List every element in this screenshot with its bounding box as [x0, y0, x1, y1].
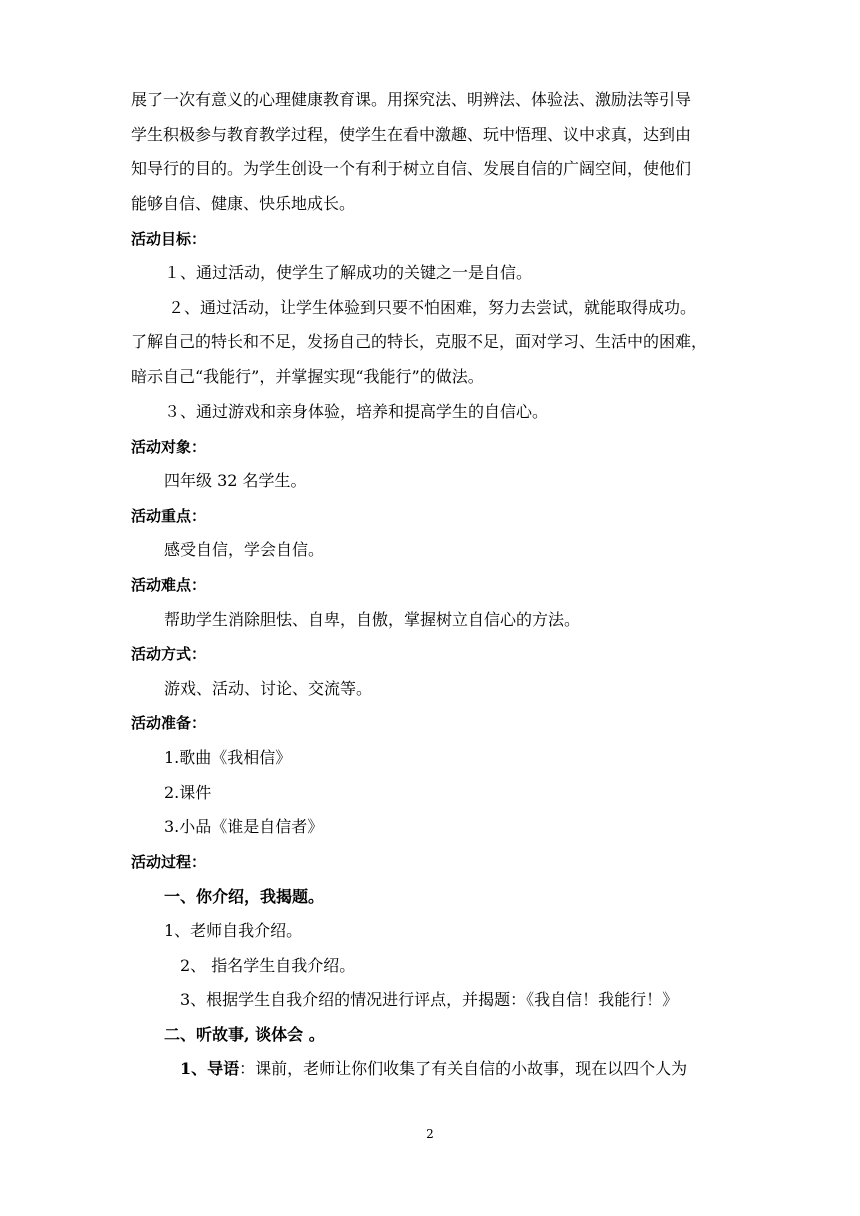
process-part-2-item-1-label: 1、导语: [180, 1059, 240, 1078]
process-part-1-item-2: 2、 指名学生自我介绍。: [180, 956, 356, 975]
process-part-2-item-1: [180, 1058, 687, 1080]
prep-item-1: 1.歌曲《我相信》: [164, 748, 292, 767]
goal-item-2-line-3: 暗示自己“我能行”，并掌握实现“我能行”的做法。: [131, 367, 484, 386]
target-heading: 活动对象：: [131, 438, 207, 456]
target-text: 四年级 32 名学生。: [164, 471, 307, 490]
method-heading: 活动方式：: [131, 645, 207, 663]
process-heading: 活动过程：: [131, 853, 207, 871]
process-part-2-title: 二、听故事, 谈体会 。: [164, 1025, 325, 1044]
intro-line-3: 知导行的目的。为学生创设一个有利于树立自信、发展自信的广阔空间，使他们: [131, 159, 692, 178]
page-number: 2: [426, 1127, 434, 1141]
goal-item-1: １、通过活动，使学生了解成功的关键之一是自信。: [164, 263, 533, 282]
goal-item-2-line-1: ２、通过活动，让学生体验到只要不怕困难，努力去尝试，就能取得成功。: [168, 298, 697, 317]
intro-line-1: 展了一次有意义的心理健康教育课。用探究法、明辨法、体验法、激励法等引导: [131, 90, 692, 109]
focus-heading: 活动重点：: [131, 507, 207, 525]
prep-item-2: 2.课件: [164, 783, 212, 802]
intro-line-2: 学生积极参与教育教学过程，使学生在看中激趣、玩中悟理、议中求真，达到由: [131, 125, 692, 144]
difficulty-text: 帮助学生消除胆怯、自卑，自傲，掌握树立自信心的方法。: [164, 610, 581, 629]
goals-heading: 活动目标：: [131, 230, 207, 248]
goal-item-2-line-2: 了解自己的特长和不足，发扬自己的特长，克服不足，面对学习、生活中的困难，: [131, 332, 708, 351]
goal-item-3: ３、通过游戏和亲身体验，培养和提高学生的自信心。: [164, 402, 549, 421]
prep-heading: 活动准备：: [131, 714, 207, 732]
process-part-1-item-3: 3、根据学生自我介绍的情况进行评点，并揭题：《我自信！我能行！》: [180, 990, 679, 1009]
process-part-1-title: 一、你介绍，我揭题。: [164, 887, 325, 906]
intro-line-4: 能够自信、健康、快乐地成长。: [131, 194, 356, 213]
method-text: 游戏、活动、讨论、交流等。: [164, 679, 373, 698]
process-part-2-item-1-text: ：课前，老师让你们收集了有关自信的小故事，现在以四个人为: [239, 1059, 688, 1078]
process-part-1-item-1: 1、老师自我介绍。: [164, 921, 303, 940]
prep-item-3: 3.小品《谁是自信者》: [164, 817, 324, 836]
difficulty-heading: 活动难点：: [131, 576, 207, 594]
focus-text: 感受自信，学会自信。: [164, 540, 325, 559]
